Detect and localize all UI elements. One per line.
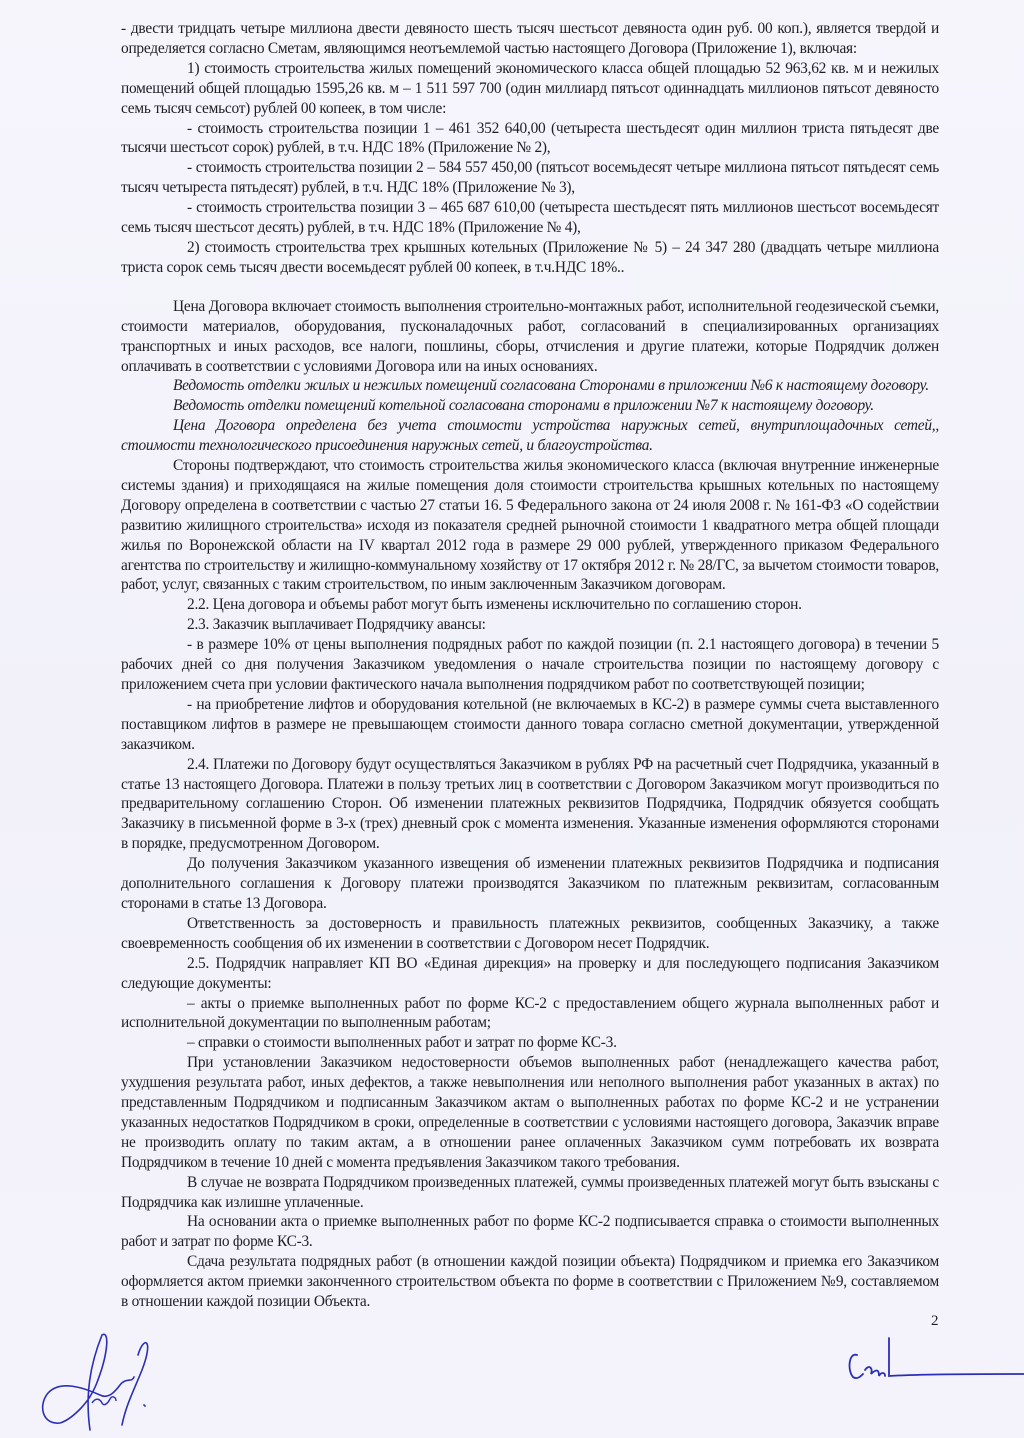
paragraph: - стоимость строительства позиции 1 – 461 352 640,00 (четыреста шестьдесят один миллион триста пятьдесят две тысячи шестьсот сорок) рублей, в т.ч. НДС 18% (Приложение № 2), — [121, 119, 939, 157]
paragraph: В случае не возврата Подрядчиком произведенных платежей, суммы произведенных платежей могут быть взысканы с Подрядчика как излишне уплаченные. — [121, 1173, 939, 1211]
paragraph: 1) стоимость строительства жилых помещений экономического класса общей площадью 52 963,62 кв. м и нежилых помещений общей площадью 1595,26 кв. м – 1 511 597 700 (один миллиард пятьсот одиннадцать миллионов пятьсот девяносто семь тысяч семьсот) рублей 00 копеек, в том числе: — [121, 59, 939, 117]
signature-left — [30, 1325, 160, 1438]
paragraph: Ответственность за достоверность и правильность платежных реквизитов, сообщенных Заказчику, а также своевременность сообщения об их изменении в соответствии с Договором несет Подрядчик. — [121, 914, 939, 952]
signature-right-stroke — [850, 1338, 1024, 1378]
paragraph: - стоимость строительства позиции 3 – 465 687 610,00 (четыреста шестьдесят пять миллионов шестьсот восемьдесят семь тысяч шестьсот десять) рублей, в т.ч. НДС 18% (Приложение № 4), — [121, 199, 939, 237]
paragraph: – справки о стоимости выполненных работ и затрат по форме КС-3. — [187, 1034, 617, 1052]
paragraph: Ведомость отделки жилых и нежилых помещений согласована Сторонами в приложении №6 к настоящему договору. — [173, 377, 929, 395]
paragraph: Стороны подтверждают, что стоимость строительства жилья экономического класса (включая внутренние инженерные системы здания) и приходящаяся на жилые помещения доля стоимости строительства крышных котельных по настоящему Договору определена в соответствии с частью 27 статьи 16. 5 Федерального закона от 24 июля 2008 г. № 161-ФЗ «О содействии развитию жилищного строительства» исходя из показателя средней рыночной стоимости 1 квадратного метра общей площади жилья по Воронежской области на IV квартал 2012 года в размере 29 000 рублей, утвержденного приказом Федерального агентства по строительству и жилищно-коммунальному хозяйству от 17 октября 2012 г. № 28/ГС, за вычетом стоимости товаров, работ, услуг, связанных с таким строительством, по иным заключенным Заказчиком договорам. — [121, 457, 939, 594]
paragraph: Цена Договора включает стоимость выполнения строительно-монтажных работ, исполнительной геодезической съемки, стоимости материалов, оборудования, пусконаладочных работ, согласований в специализированных организациях транспортных и иных расходов, все налоги, пошлины, сборы, отчисления и другие платежи, которые Подрядчик должен оплачивать в соответствии с условиями Договора или на иных основаниях. — [121, 297, 939, 375]
paragraph: 2.3. Заказчик выплачивает Подрядчику авансы: — [187, 616, 486, 634]
paragraph: 2) стоимость строительства трех крышных котельных (Приложение № 5) – 24 347 280 (двадцать четыре миллиона триста сорок семь тысяч двести восемьдесят рублей 00 копеек, в т.ч.НДС 18%.. — [121, 238, 939, 276]
signature-left-flourish — [92, 1397, 116, 1405]
paragraph: 2.4. Платежи по Договору будут осуществляться Заказчиком в рублях РФ на расчетный счет Подрядчика, указанный в статье 13 настоящего Договора. Платежи в пользу третьих лиц в соответствии с Договором Заказчиком могут производиться по предварительному соглашению Сторон. Об изменении платежных реквизитов Подрядчика, Подрядчик обязуется сообщать Заказчику в письменной форме в 3-х (трех) дневный срок с момента изменения. Указанные изменения оформляются сторонами в порядке, предусмотренном Договором. — [121, 755, 939, 853]
document-body — [121, 19, 939, 1312]
paragraph: При установлении Заказчиком недостоверности объемов выполненных работ (ненадлежащего качества работ, ухудшения результата работ, иных дефектов, а также невыполнения или неполного выполнения работ указанных в актах) по представленным Подрядчиком и подписанным Заказчиком актам о выполненных работах по форме КС-2 и не устранении указанных недостатков Подрядчиком в сроки, определенные в соответствии с условиями настоящего договора, Заказчик вправе не производить оплату по таким актам, а в отношении ранее оплаченных Заказчиком сумм потребовать их возврата Подрядчиком в течение 10 дней с момента предъявления Заказчиком такого требования. — [121, 1054, 939, 1171]
paragraph-spacer — [121, 278, 939, 297]
paragraph: Сдача результата подрядных работ (в отношении каждой позиции объекта) Подрядчиком и приемка его Заказчиком оформляется актом приемки законченного строительством объекта по форме в соответствии с Приложением №9, составляемом в отношении каждой позиции Объекта. — [121, 1253, 939, 1311]
paragraph: До получения Заказчиком указанного извещения об изменении платежных реквизитов Подрядчика и подписания дополнительного соглашения к Договору платежи производятся Заказчиком по платежным реквизитам, согласованным сторонами в статье 13 Договора. — [121, 855, 939, 912]
paragraph: – акты о приемке выполненных работ по форме КС-2 с предоставлением общего журнала выполненных работ и исполнительной документации по выполненным работам; — [121, 994, 939, 1032]
paragraph: Цена Договора определена без учета стоимости устройства наружных сетей, внутриплощадочных сетей,, стоимости технологического присоединения наружных сетей, и благоустройства. — [121, 417, 939, 455]
paragraph: Ведомость отделки помещений котельной согласована сторонами в приложении №7 к настоящему договору. — [173, 397, 874, 415]
paragraph: - на приобретение лифтов и оборудования котельной (не включаемых в КС-2) в размере суммы счета выставленного поставщиком лифтов в размере не превышающем стоимости данного товара согласно сметной документации, утвержденной заказчиком. — [121, 695, 939, 753]
paragraph: - стоимость строительства позиции 2 – 584 557 450,00 (пятьсот восемьдесят четыре миллиона пятьсот пятьдесят семь тысяч четыреста пятьдесят) рублей, в т.ч. НДС 18% (Приложение № 3), — [121, 159, 939, 197]
page-number: 2 — [931, 1313, 939, 1329]
paragraph: 2.2. Цена договора и объемы работ могут быть изменены исключительно по соглашению сторон. — [187, 596, 802, 614]
signature-right — [845, 1330, 1024, 1390]
signature-left-stroke — [43, 1334, 148, 1430]
paragraph: На основании акта о приемке выполненных работ по форме КС-2 подписывается справка о стоимости выполненных работ и затрат по форме КС-3. — [121, 1213, 939, 1251]
paragraph: - в размере 10% от цены выполнения подрядных работ по каждой позиции (п. 2.1 настоящего договора) в течении 5 рабочих дней со дня получения Заказчиком уведомления о начале строительства позиции по настоящему договору с приложением счета при условии фактического начала выполнения подрядчиком работ по соответствующей позиции; — [121, 636, 939, 693]
paragraph: - двести тридцать четыре миллиона двести девяносто шесть тысяч шестьсот девяноста один руб. 00 коп.), является твердой и определяется согласно Сметам, являющимся неотъемлемой частью настоящего Договора (Приложение 1), включая: — [121, 20, 939, 57]
paragraph: 2.5. Подрядчик направляет КП ВО «Единая дирекция» на проверку и для последующего подписания Заказчиком следующие документы: — [121, 954, 939, 992]
